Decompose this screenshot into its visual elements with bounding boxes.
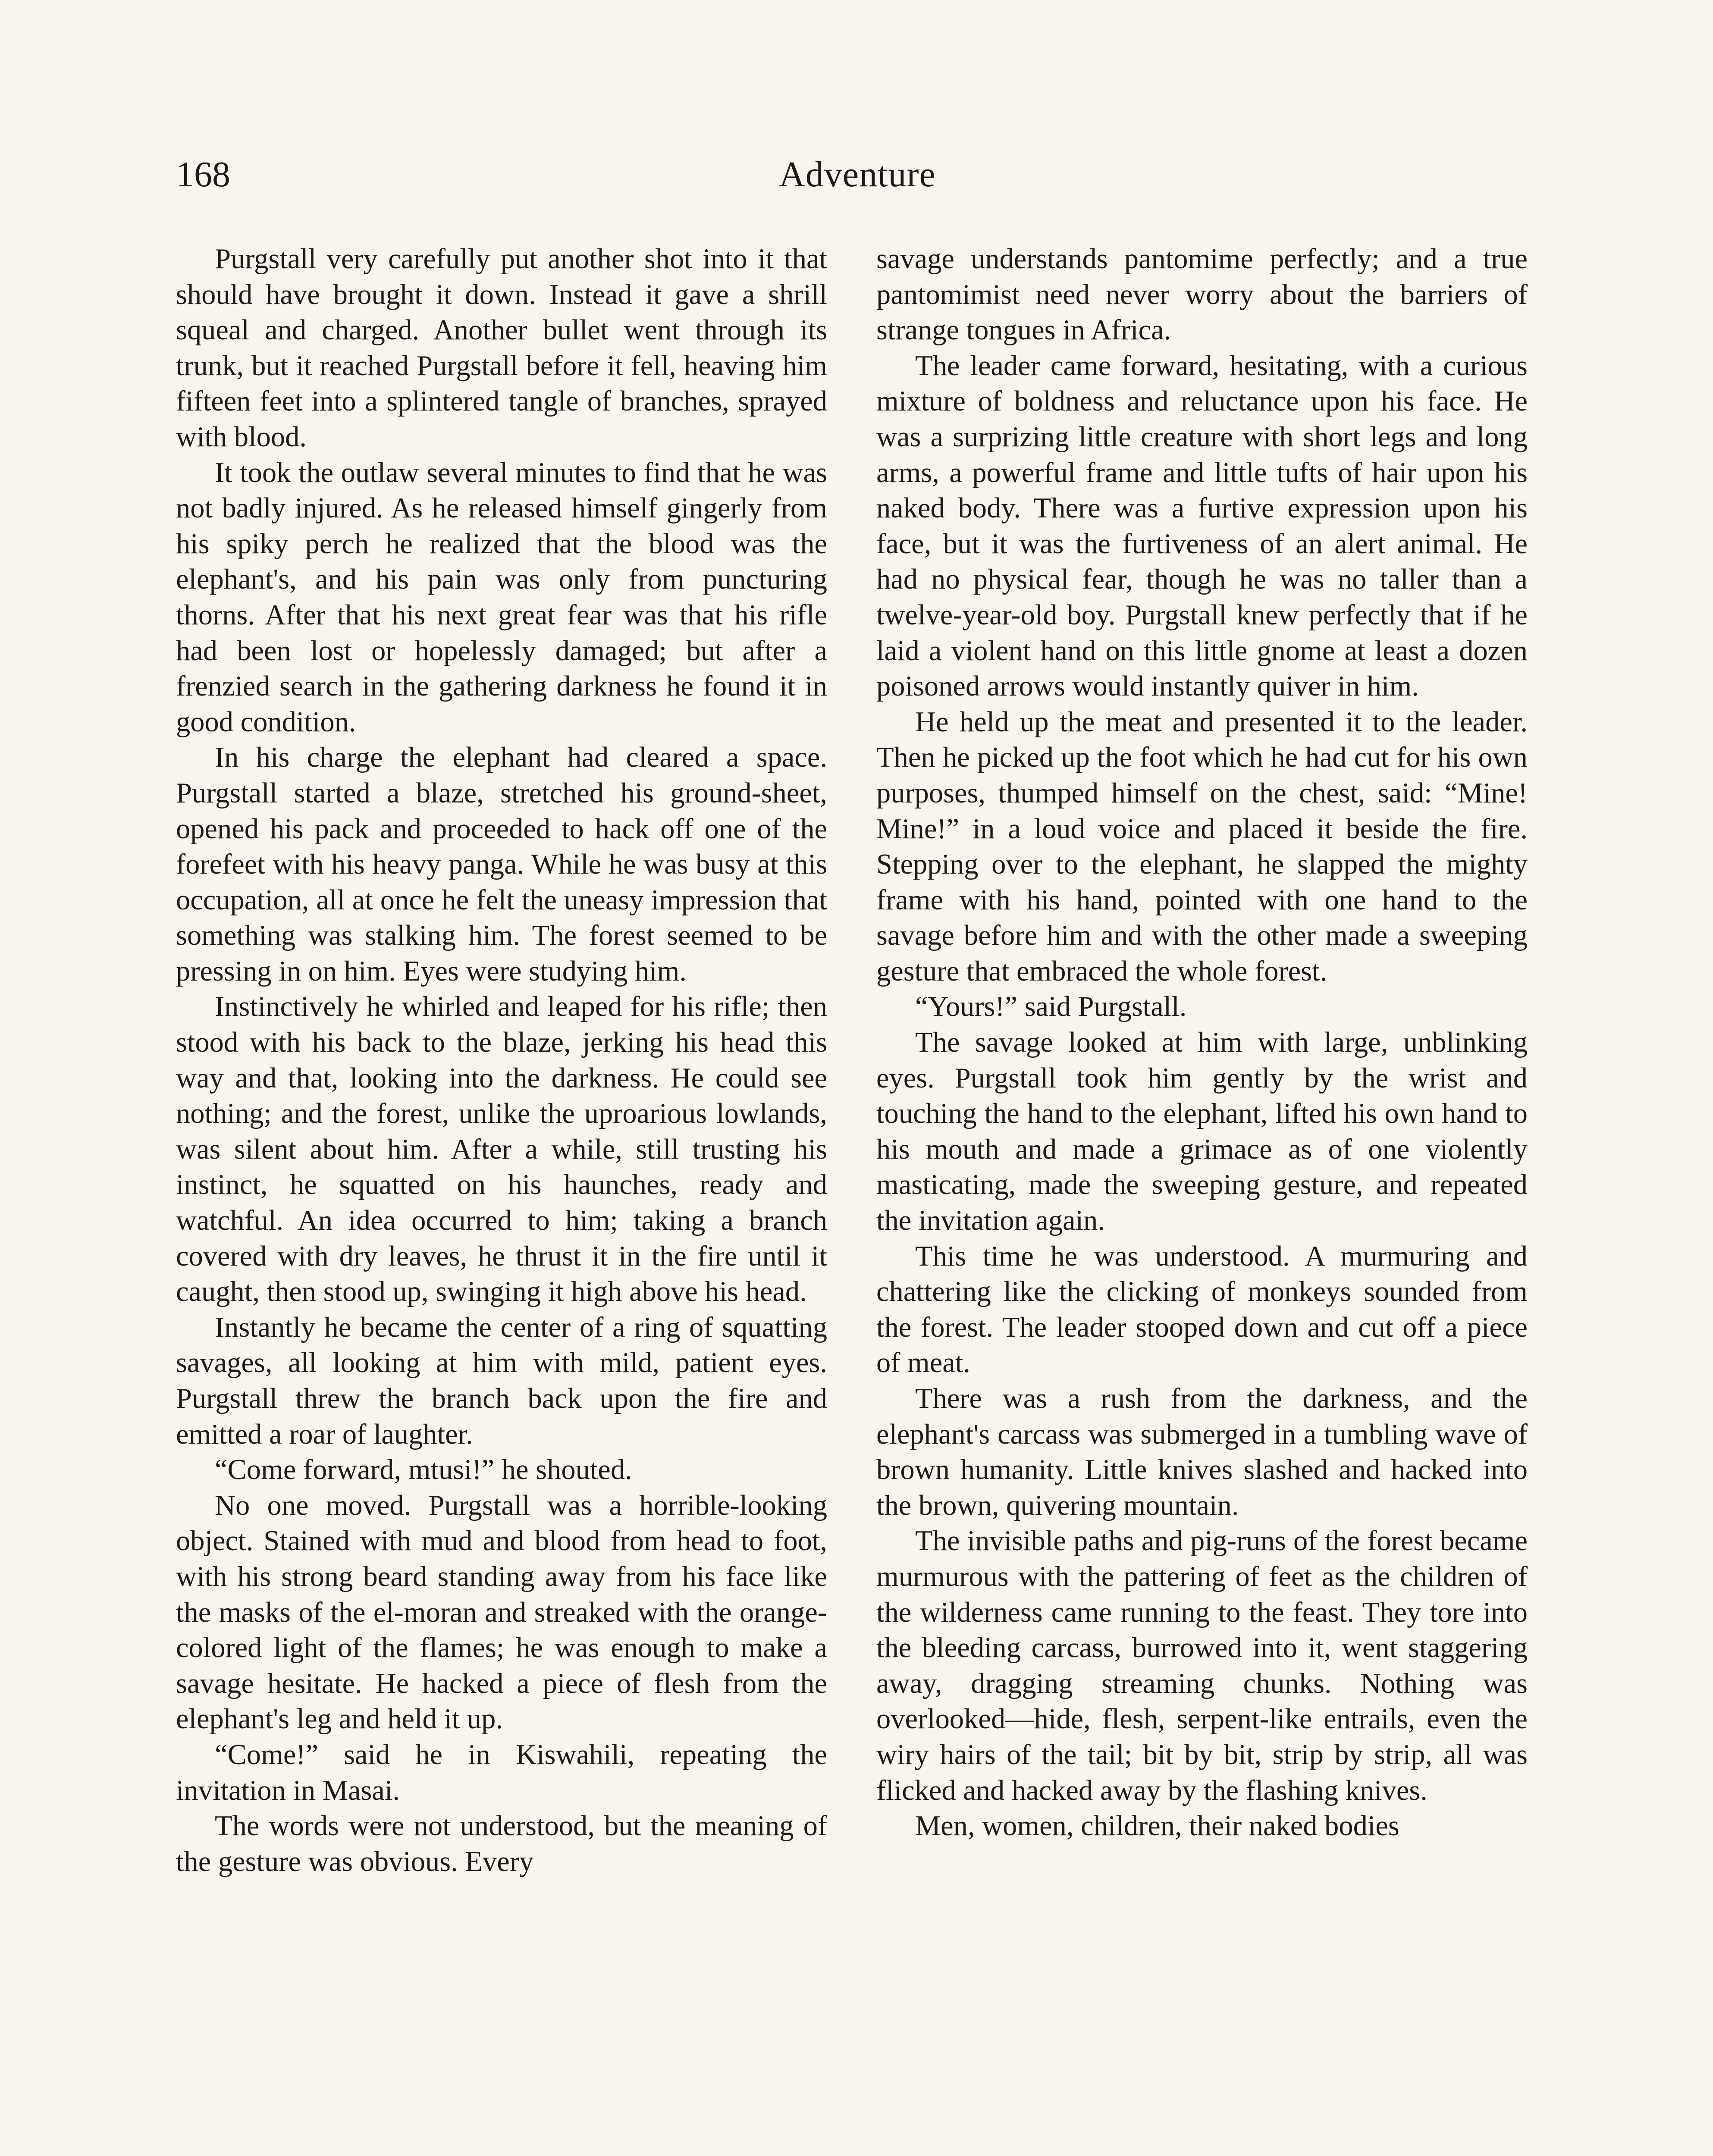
right-column <box>876 241 1528 1844</box>
paragraph: Men, women, children, their naked bodies <box>915 1810 1399 1842</box>
paragraph: “Come!” said he in Kiswahili, repeating the invitation in Masai. <box>176 1739 827 1806</box>
paragraph: This time he was understood. A murmuring and chattering like the clicking of monkeys sounded from the forest. The leader stooped down and cut off a piece of meat. <box>876 1240 1528 1379</box>
paragraph: There was a rush from the darkness, and the elephant's carcass was submerged in a tumbling wave of brown humanity. Little knives slashed and hacked into the brown, quivering mountain. <box>876 1383 1528 1521</box>
left-column <box>176 241 827 1880</box>
page-header <box>176 153 1539 201</box>
paragraph: “Come forward, mtusi!” he shouted. <box>215 1454 632 1486</box>
paragraph: He held up the meat and presented it to the leader. Then he picked up the foot which he had cut for his own purposes, thumped himself on the chest, said: “Mine! Mine!” in a loud voice and placed it beside the fire. Stepping over to the elephant, he slapped the mighty frame with his hand, pointed with one hand to the savage before him and with the other made a sweeping gesture that embraced the whole forest. <box>876 706 1528 987</box>
paragraph: The leader came forward, hesitating, with a curious mixture of boldness and reluctance upon his face. He was a surprizing little creature with short legs and long arms, a powerful frame and little tufts of hair upon his naked body. There was a furtive expression upon his face, but it was the furtiveness of an alert animal. He had no physical fear, though he was no taller than a twelve-year-old boy. Purgstall knew perfectly that if he laid a violent hand on this little gnome at least a dozen poisoned arrows would instantly quiver in him. <box>876 350 1528 702</box>
page-number: 168 <box>176 154 230 194</box>
paragraph: The invisible paths and pig-runs of the forest became murmurous with the pattering of feet as the children of the wilderness came running to the feast. They tore into the bleeding carcass, burrowed into it, went staggering away, dragging streaming chunks. Nothing was overlooked—hide, flesh, serpent-like entrails, even the wiry hairs of the tail; bit by bit, strip by strip, all was flicked and hacked away by the flashing knives. <box>876 1525 1528 1806</box>
paragraph: Purgstall very carefully put another shot into it that should have brought it down. Instead it gave a shrill squeal and charged. Another bullet went through its trunk, but it reached Purgstall before it fell, heaving him fifteen feet into a splintered tangle of branches, sprayed with blood. <box>176 243 827 453</box>
paragraph: Instinctively he whirled and leaped for his rifle; then stood with his back to the blaze, jerking his head this way and that, looking into the darkness. He could see nothing; and the forest, unlike the uproarious lowlands, was silent about him. After a while, still trusting his instinct, he squatted on his haunches, ready and watchful. An idea occurred to him; taking a branch covered with dry leaves, he thrust it in the fire until it caught, then stood up, swinging it high above his head. <box>176 991 827 1308</box>
paragraph: In his charge the elephant had cleared a space. Purgstall started a blaze, stretched his ground-sheet, opened his pack and proceeded to hack off one of the forefeet with his heavy panga. While he was busy at this occupation, all at once he felt the uneasy impression that something was stalking him. The forest seemed to be pressing in on him. Eyes were studying him. <box>176 742 827 987</box>
running-title: Adventure <box>779 154 936 194</box>
paragraph: “Yours!” said Purgstall. <box>915 991 1187 1023</box>
paragraph: Instantly he became the center of a ring of squatting savages, all looking at him with mild, patient eyes. Purgstall threw the branch back upon the fire and emitted a roar of laughter. <box>176 1311 827 1450</box>
paragraph: The savage looked at him with large, unblinking eyes. Purgstall took him gently by the wrist and touching the hand to the elephant, lifted his own hand to his mouth and made a grimace as of one violently masticating, made the sweeping gesture, and repeated the invitation again. <box>876 1027 1528 1237</box>
paragraph: It took the outlaw several minutes to find that he was not badly injured. As he released himself gingerly from his spiky perch he realized that the blood was the elephant's, and his pain was only from puncturing thorns. After that his next great fear was that his rifle had been lost or hopelessly damaged; but after a frenzied search in the gathering darkness he found it in good condition. <box>176 457 827 738</box>
paragraph-continued: savage understands pantomime perfectly; and a true pantomimist need never worry about the barriers of strange tongues in Africa. <box>876 243 1528 346</box>
paragraph: No one moved. Purgstall was a horrible-looking object. Stained with mud and blood from head to foot, with his strong beard standing away from his face like the masks of the el-moran and streaked with the orange-colored light of the flames; he was enough to make a savage hesitate. He hacked a piece of flesh from the elephant's leg and held it up. <box>176 1489 827 1735</box>
paragraph: The words were not understood, but the meaning of the gesture was obvious. Every <box>176 1810 827 1877</box>
